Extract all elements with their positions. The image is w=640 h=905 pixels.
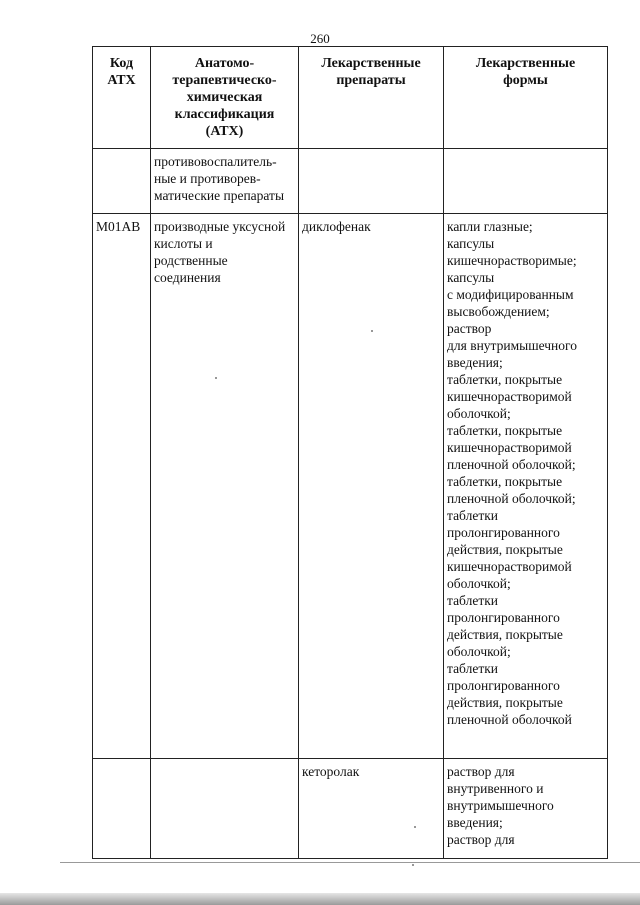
scan-edge-line — [60, 862, 640, 863]
table-row — [93, 759, 608, 859]
text-line: раствор для — [447, 832, 515, 847]
text-line: капсулы — [447, 270, 495, 285]
text-line: пленочной оболочкой — [447, 712, 572, 727]
text-line: пролонгированного — [447, 525, 560, 540]
text-line: кишечнорастворимой — [447, 559, 572, 574]
cell-forms — [444, 759, 608, 859]
scan-speck — [414, 826, 416, 828]
text-line: химическая — [186, 90, 263, 105]
text-line: введения; — [447, 815, 503, 830]
text-line: родственные — [154, 253, 228, 268]
text-line: пленочной оболочкой; — [447, 457, 576, 472]
table-row — [93, 149, 608, 214]
text-line: внутримышечного — [447, 798, 554, 813]
text-line: Анатомо- — [194, 56, 255, 71]
scan-bottom-shadow — [0, 893, 640, 905]
table-header-row — [93, 47, 608, 149]
text-line: с модифицированным — [447, 287, 574, 302]
text-line: действия, покрытые — [447, 627, 563, 642]
header-code — [93, 47, 151, 149]
text-line: таблетки — [447, 508, 499, 523]
cell-forms — [444, 214, 608, 759]
text-line: противовоспалитель- — [154, 154, 277, 169]
scan-speck — [412, 864, 414, 866]
text-line: терапевтическо- — [172, 73, 277, 88]
text-line: таблетки, покрытые — [447, 372, 563, 387]
text-line: таблетки — [447, 593, 499, 608]
text-line: внутривенного и — [447, 781, 544, 796]
text-line: кишечнорастворимой — [447, 440, 572, 455]
page-number: 260 — [310, 31, 330, 46]
text-line: кислоты и — [154, 236, 213, 251]
text-line: пролонгированного — [447, 678, 560, 693]
text-line: ные и противорев- — [154, 171, 261, 186]
cell-drug: диклофенак — [299, 214, 444, 759]
cell-code — [93, 149, 151, 214]
text-line: (АТХ) — [205, 124, 244, 139]
text-line: высвобождением; — [447, 304, 550, 319]
header-classification — [151, 47, 299, 149]
text-line: оболочкой; — [447, 644, 511, 659]
text-line: оболочкой; — [447, 576, 511, 591]
text-line: для внутримышечного — [447, 338, 577, 353]
text-line: пролонгированного — [447, 610, 560, 625]
text-line: оболочкой; — [447, 406, 511, 421]
cell-forms — [444, 149, 608, 214]
header-drugs — [299, 47, 444, 149]
header-forms — [444, 47, 608, 149]
cell-classification — [151, 149, 299, 214]
cell-classification — [151, 759, 299, 859]
text-line: таблетки — [447, 661, 499, 676]
cell-code: M01AB — [93, 214, 151, 759]
text-line: классификация — [174, 107, 275, 122]
text-line: формы — [503, 73, 548, 88]
text-line: препараты — [336, 73, 406, 88]
text-line: таблетки, покрытые — [447, 423, 563, 438]
table-row — [93, 214, 608, 759]
text-line: АТХ — [107, 73, 136, 88]
text-line: кишечнорастворимые; — [447, 253, 577, 268]
text-line: раствор — [447, 321, 492, 336]
scan-speck — [371, 330, 373, 332]
text-line: капсулы — [447, 236, 495, 251]
text-line: соединения — [154, 270, 221, 285]
text-line: Лекарственные — [321, 56, 421, 71]
text-line: кишечнорастворимой — [447, 389, 572, 404]
scan-speck — [215, 377, 217, 379]
text-line: пленочной оболочкой; — [447, 491, 576, 506]
text-line: действия, покрытые — [447, 542, 563, 557]
cell-code — [93, 759, 151, 859]
text-line: действия, покрытые — [447, 695, 563, 710]
text-line: капли глазные; — [447, 219, 533, 234]
cell-classification — [151, 214, 299, 759]
atx-table — [92, 46, 608, 859]
text-line: введения; — [447, 355, 503, 370]
text-line: таблетки, покрытые — [447, 474, 563, 489]
text-line: Лекарственные — [475, 56, 576, 71]
cell-drug — [299, 149, 444, 214]
text-line: производные уксусной — [154, 219, 286, 234]
cell-drug: кеторолак — [299, 759, 444, 859]
text-line: Код — [109, 56, 134, 71]
text-line: матические препараты — [154, 188, 285, 203]
text-line: раствор для — [447, 764, 515, 779]
